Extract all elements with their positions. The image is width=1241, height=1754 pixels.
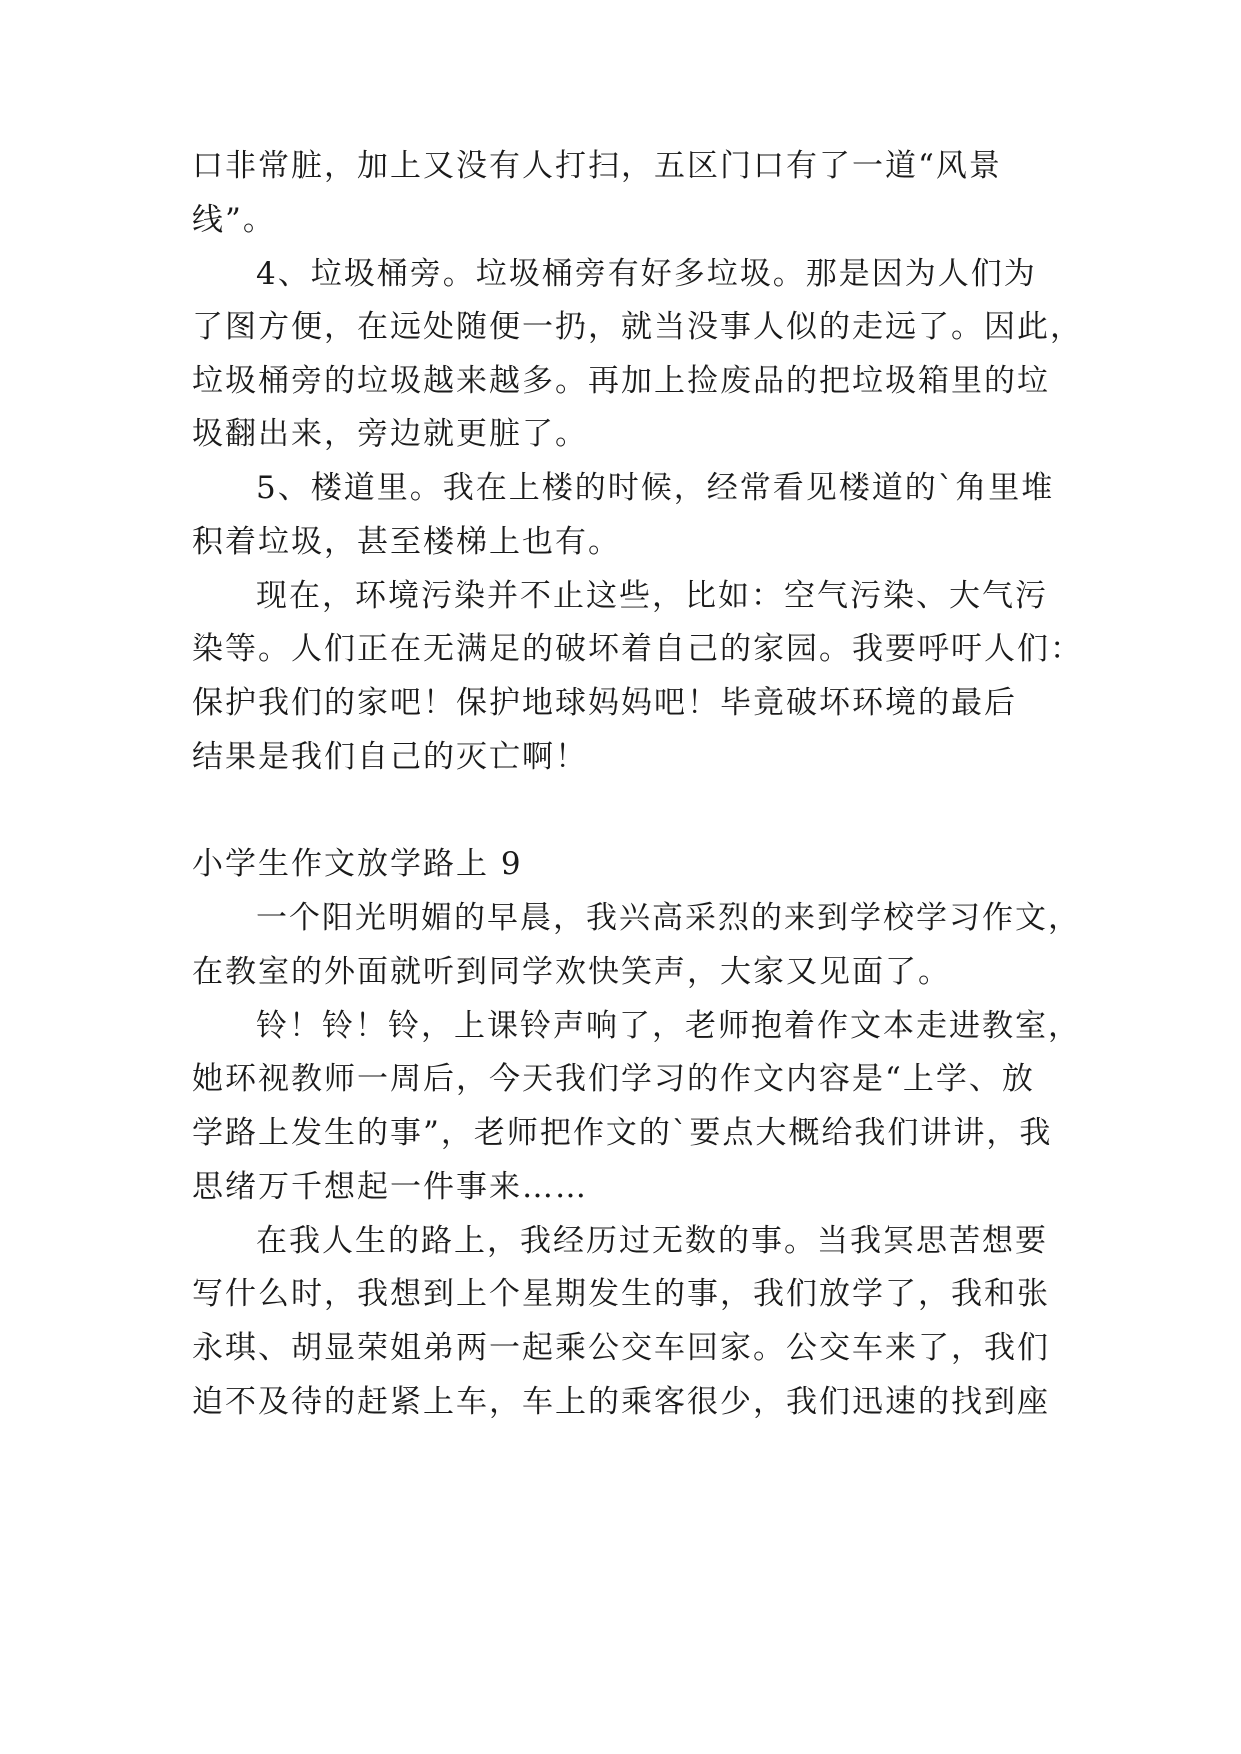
text-line: [0, 673, 1241, 733]
text-line: [0, 404, 1241, 464]
paragraph-continuation: 迫不及待的赶紧上车，车上的乘客很少，我们迅速的找到座: [192, 1384, 1050, 1420]
text-line: [0, 1157, 1241, 1217]
text-line: [0, 136, 1241, 196]
section-title: 小学生作文放学路上 9: [192, 846, 523, 882]
text-line: [0, 1211, 1241, 1271]
paragraph-continuation: 垃圾桶旁的垃圾越来越多。再加上捡废品的把垃圾箱里的垃: [192, 363, 1050, 399]
paragraph-start: 5、楼道里。我在上楼的时候，经常看见楼道的`角里堆: [256, 470, 1055, 506]
paragraph-continuation: 圾翻出来，旁边就更脏了。: [192, 416, 588, 452]
text-line: [0, 1372, 1241, 1432]
text-line: [0, 297, 1241, 357]
text-line: [0, 1103, 1241, 1163]
text-line: [0, 1318, 1241, 1378]
paragraph-continuation: 线”。: [192, 202, 276, 238]
paragraph-continuation: 写什么时，我想到上个星期发生的事，我们放学了，我和张: [192, 1276, 1050, 1312]
text-line: [0, 458, 1241, 518]
paragraph-continuation: 结果是我们自己的灭亡啊！: [192, 739, 588, 775]
text-line: [0, 996, 1241, 1056]
text-line: [0, 619, 1241, 679]
paragraph-continuation: 学路上发生的事”，老师把作文的`要点大概给我们讲讲，我: [192, 1115, 1053, 1151]
text-line: [0, 351, 1241, 411]
paragraph-continuation: 永琪、胡显荣姐弟两一起乘公交车回家。公交车来了，我们: [192, 1330, 1050, 1366]
text-line: [0, 244, 1241, 304]
paragraph-continuation: 了图方便，在远处随便一扔，就当没事人似的走远了。因此，: [192, 309, 1083, 345]
paragraph-continuation: 保护我们的家吧！保护地球妈妈吧！毕竟破坏环境的最后: [192, 685, 1017, 721]
text-line: [0, 942, 1241, 1002]
paragraph-start: 一个阳光明媚的早晨，我兴高采烈的来到学校学习作文，: [256, 900, 1081, 936]
paragraph-continuation: 她环视教师一周后，今天我们学习的作文内容是“上学、放: [192, 1061, 1035, 1097]
paragraph-start: 在我人生的路上，我经历过无数的事。当我冥思苦想要: [256, 1223, 1048, 1259]
section-heading: [0, 834, 1241, 894]
paragraph-continuation: 思绪万千想起一件事来……: [192, 1169, 588, 1205]
paragraph-continuation: 口非常脏，加上又没有人打扫，五区门口有了一道“风景: [192, 148, 1002, 184]
text-line: [0, 1264, 1241, 1324]
text-line: [0, 190, 1241, 250]
text-line: [0, 727, 1241, 787]
text-line: [0, 512, 1241, 572]
text-line: [0, 566, 1241, 626]
text-line: [0, 888, 1241, 948]
paragraph-start: 铃！铃！铃，上课铃声响了，老师抱着作文本走进教室，: [256, 1008, 1081, 1044]
paragraph-continuation: 染等。人们正在无满足的破坏着自己的家园。我要呼吁人们：: [192, 631, 1083, 667]
paragraph-start: 现在，环境污染并不止这些，比如：空气污染、大气污: [256, 578, 1048, 614]
paragraph-continuation: 在教室的外面就听到同学欢快笑声，大家又见面了。: [192, 954, 951, 990]
text-line: [0, 1049, 1241, 1109]
paragraph-start: 4、垃圾桶旁。垃圾桶旁有好多垃圾。那是因为人们为: [256, 256, 1037, 292]
paragraph-continuation: 积着垃圾，甚至楼梯上也有。: [192, 524, 621, 560]
